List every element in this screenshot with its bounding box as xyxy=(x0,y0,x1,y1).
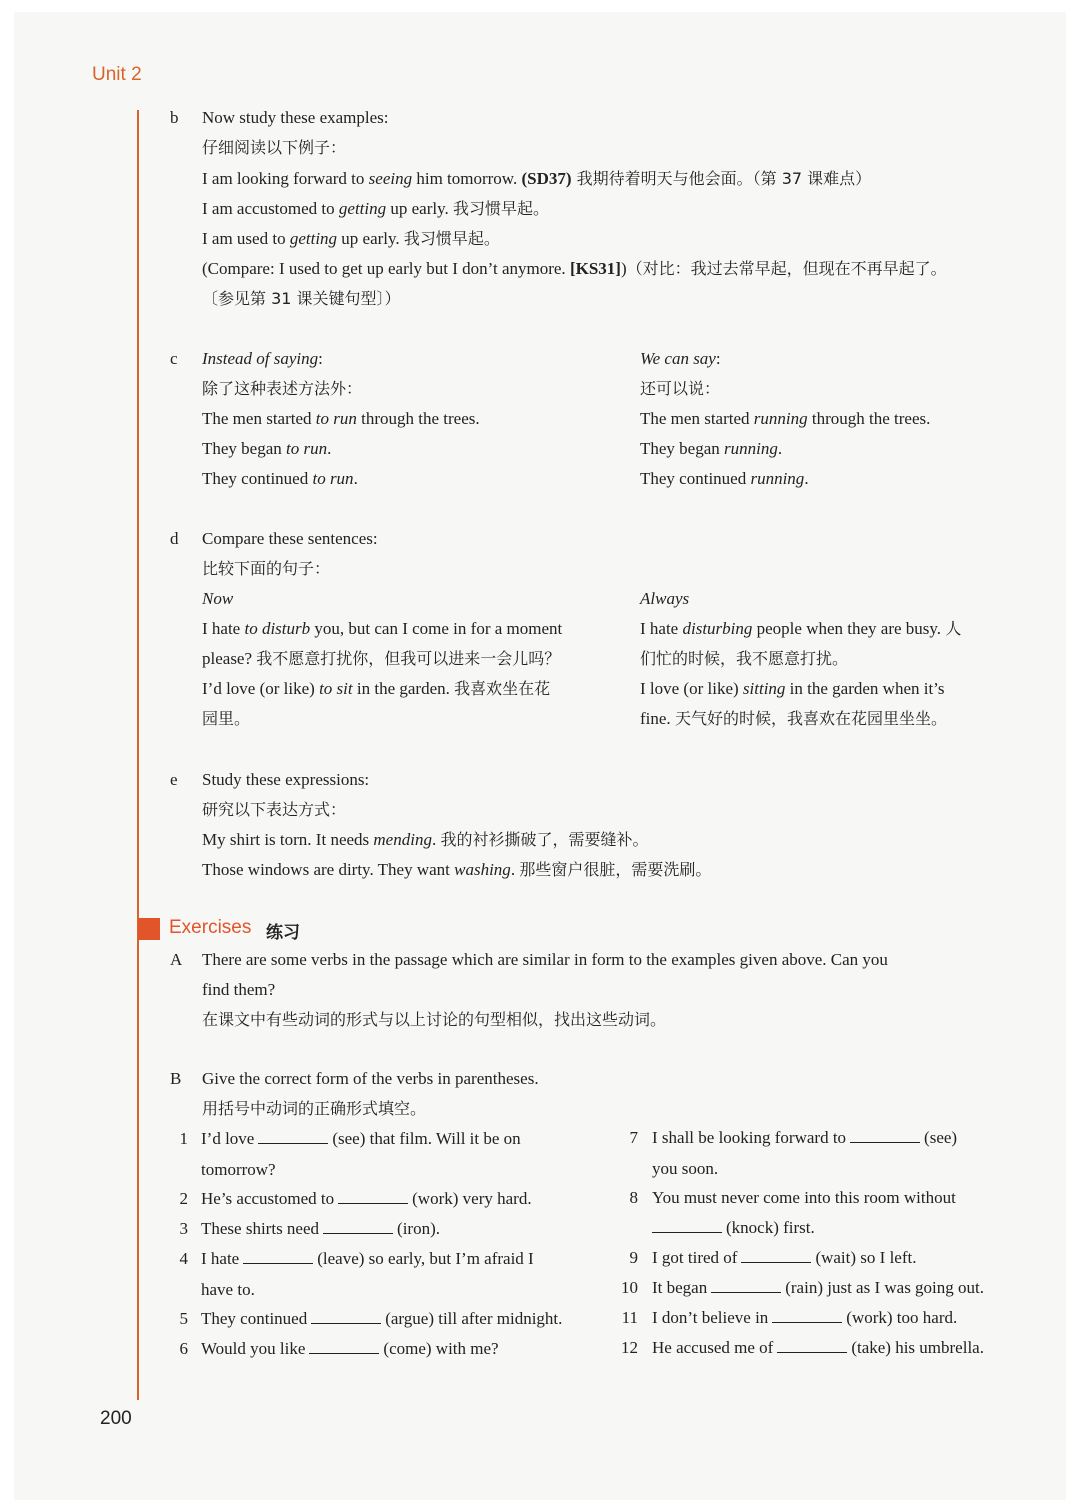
answer-blank[interactable] xyxy=(243,1250,313,1264)
section-c-right-zh: 还可以说： xyxy=(640,379,721,398)
exercise-b-zh: 用括号中动词的正确形式填空。 xyxy=(202,1099,427,1118)
exercise-item-2: He’s accustomed to (work) very hard. xyxy=(201,1189,532,1208)
answer-blank[interactable] xyxy=(258,1130,328,1144)
item-number: 5 xyxy=(179,1309,188,1328)
exercises-title-zh: 练习 xyxy=(266,923,300,943)
section-d-label: d xyxy=(170,529,179,548)
answer-blank[interactable] xyxy=(711,1279,781,1293)
section-b-intro-zh: 仔细阅读以下例子： xyxy=(202,138,347,157)
section-d-left-1: I hate to disturb you, but can I come in for a moment xyxy=(202,619,563,638)
section-b-compare: (Compare: I used to get up early but I don’t anymore. [KS31])（对比：我过去常早起，但现在不再早起了。 xyxy=(202,259,947,278)
section-e-line-1: My shirt is torn. It needs mending. 我的衬衫撕破了，需要缝补。 xyxy=(202,830,649,849)
section-c-left-zh: 除了这种表述方法外： xyxy=(202,379,363,398)
item-number: 7 xyxy=(629,1128,638,1147)
section-d-intro-zh: 比较下面的句子： xyxy=(202,559,331,578)
exercises-header xyxy=(138,916,438,942)
item-number: 8 xyxy=(629,1188,638,1207)
exercise-a-line-1: There are some verbs in the passage which are similar in form to the examples given above. Can you xyxy=(202,950,888,969)
exercise-item-5: They continued (argue) till after midnight. xyxy=(201,1309,563,1328)
answer-blank[interactable] xyxy=(850,1129,920,1143)
section-d-right-head: Always xyxy=(640,589,690,608)
answer-blank[interactable] xyxy=(772,1309,842,1323)
exercise-item-4-cont: have to. xyxy=(201,1280,255,1299)
section-d-left-4: 园里。 xyxy=(202,709,251,728)
exercise-item-8: You must never come into this room without xyxy=(652,1188,956,1207)
exercise-a-line-2: find them? xyxy=(202,980,276,999)
item-number: 10 xyxy=(621,1278,638,1297)
answer-blank[interactable] xyxy=(338,1190,408,1204)
exercise-b-label: B xyxy=(170,1069,182,1088)
section-d-intro: Compare these sentences: xyxy=(202,529,378,548)
exercise-item-7-cont: you soon. xyxy=(652,1159,719,1178)
exercise-item-7: I shall be looking forward to (see) xyxy=(652,1128,958,1147)
section-b-example-3: I am used to getting up early. 我习惯早起。 xyxy=(202,229,500,248)
section-c-left-2: They began to run. xyxy=(202,439,332,458)
section-d-right-4: fine. 天气好的时候，我喜欢在花园里坐坐。 xyxy=(640,709,947,728)
unit-header: Unit 2 xyxy=(92,64,142,85)
exercise-a-label: A xyxy=(170,950,183,969)
item-number: 2 xyxy=(179,1189,188,1208)
exercise-item-1: I’d love (see) that film. Will it be on xyxy=(201,1129,521,1148)
margin-rule xyxy=(137,110,139,1400)
section-c-left-1: The men started to run through the trees. xyxy=(202,409,480,428)
exercise-item-9: I got tired of (wait) so I left. xyxy=(652,1248,917,1267)
item-number: 4 xyxy=(179,1249,188,1268)
section-e-intro-zh: 研究以下表达方式： xyxy=(202,800,347,819)
section-c-left-3: They continued to run. xyxy=(202,469,358,488)
section-c-right-3: They continued running. xyxy=(640,469,809,488)
exercise-item-3: These shirts need (iron). xyxy=(201,1219,440,1238)
exercises-title: Exercises xyxy=(169,917,252,938)
exercise-item-11: I don’t believe in (work) too hard. xyxy=(652,1308,958,1327)
section-d-right-1: I hate disturbing people when they are busy. 人 xyxy=(640,619,962,638)
item-number: 9 xyxy=(629,1248,638,1267)
answer-blank[interactable] xyxy=(309,1340,379,1354)
section-d-right-3: I love (or like) sitting in the garden when it’s xyxy=(640,679,945,698)
section-d-left-head: Now xyxy=(202,589,234,608)
item-number: 11 xyxy=(621,1308,638,1327)
exercise-item-8-cont: (knock) first. xyxy=(652,1218,815,1238)
exercise-item-10: It began (rain) just as I was going out. xyxy=(652,1278,985,1297)
exercise-b-intro: Give the correct form of the verbs in parentheses. xyxy=(202,1069,539,1088)
section-b-intro: Now study these examples: xyxy=(202,108,389,127)
exercise-item-1-cont: tomorrow? xyxy=(201,1160,276,1179)
section-d-right-2: 们忙的时候，我不愿意打扰。 xyxy=(640,649,849,668)
answer-blank[interactable] xyxy=(323,1220,393,1234)
exercise-item-6: Would you like (come) with me? xyxy=(201,1339,499,1358)
exercise-item-4: I hate (leave) so early, but I’m afraid I xyxy=(201,1249,534,1268)
section-d-left-3: I’d love (or like) to sit in the garden. 我喜欢坐在花 xyxy=(202,679,551,698)
section-b-example-2: I am accustomed to getting up early. 我习惯早起。 xyxy=(202,199,550,218)
section-c-label: c xyxy=(170,349,178,368)
item-number: 3 xyxy=(179,1219,188,1238)
section-e-label: e xyxy=(170,770,178,789)
exercise-item-12: He accused me of (take) his umbrella. xyxy=(652,1338,984,1357)
section-e-intro: Study these expressions: xyxy=(202,770,370,789)
section-c-left-head: Instead of saying: xyxy=(202,349,323,368)
item-number: 12 xyxy=(621,1338,638,1357)
section-c-right-head: We can say: xyxy=(640,349,721,368)
section-b-example-1: I am looking forward to seeing him tomorrow. (SD37) 我期待着明天与他会面。（第 37 课难点） xyxy=(202,169,872,188)
page-number: 200 xyxy=(100,1408,132,1429)
answer-blank[interactable] xyxy=(652,1219,722,1233)
section-b-label: b xyxy=(170,108,179,127)
section-d-left-2: please? 我不愿意打扰你，但我可以进来一会儿吗？ xyxy=(202,649,561,668)
page-background xyxy=(14,12,1066,1500)
answer-blank[interactable] xyxy=(311,1310,381,1324)
item-number: 6 xyxy=(179,1339,188,1358)
section-c-right-1: The men started running through the trees. xyxy=(640,409,931,428)
section-c-right-2: They began running. xyxy=(640,439,783,458)
section-b-compare-zh: 〔参见第 31 课关键句型〕） xyxy=(202,289,401,308)
item-number: 1 xyxy=(179,1129,188,1148)
answer-blank[interactable] xyxy=(777,1339,847,1353)
section-e-line-2: Those windows are dirty. They want washing. 那些窗户很脏，需要洗刷。 xyxy=(202,860,712,879)
exercise-a-zh: 在课文中有些动词的形式与以上讨论的句型相似，找出这些动词。 xyxy=(202,1010,667,1029)
answer-blank[interactable] xyxy=(741,1249,811,1263)
exercises-marker-icon xyxy=(138,918,160,940)
